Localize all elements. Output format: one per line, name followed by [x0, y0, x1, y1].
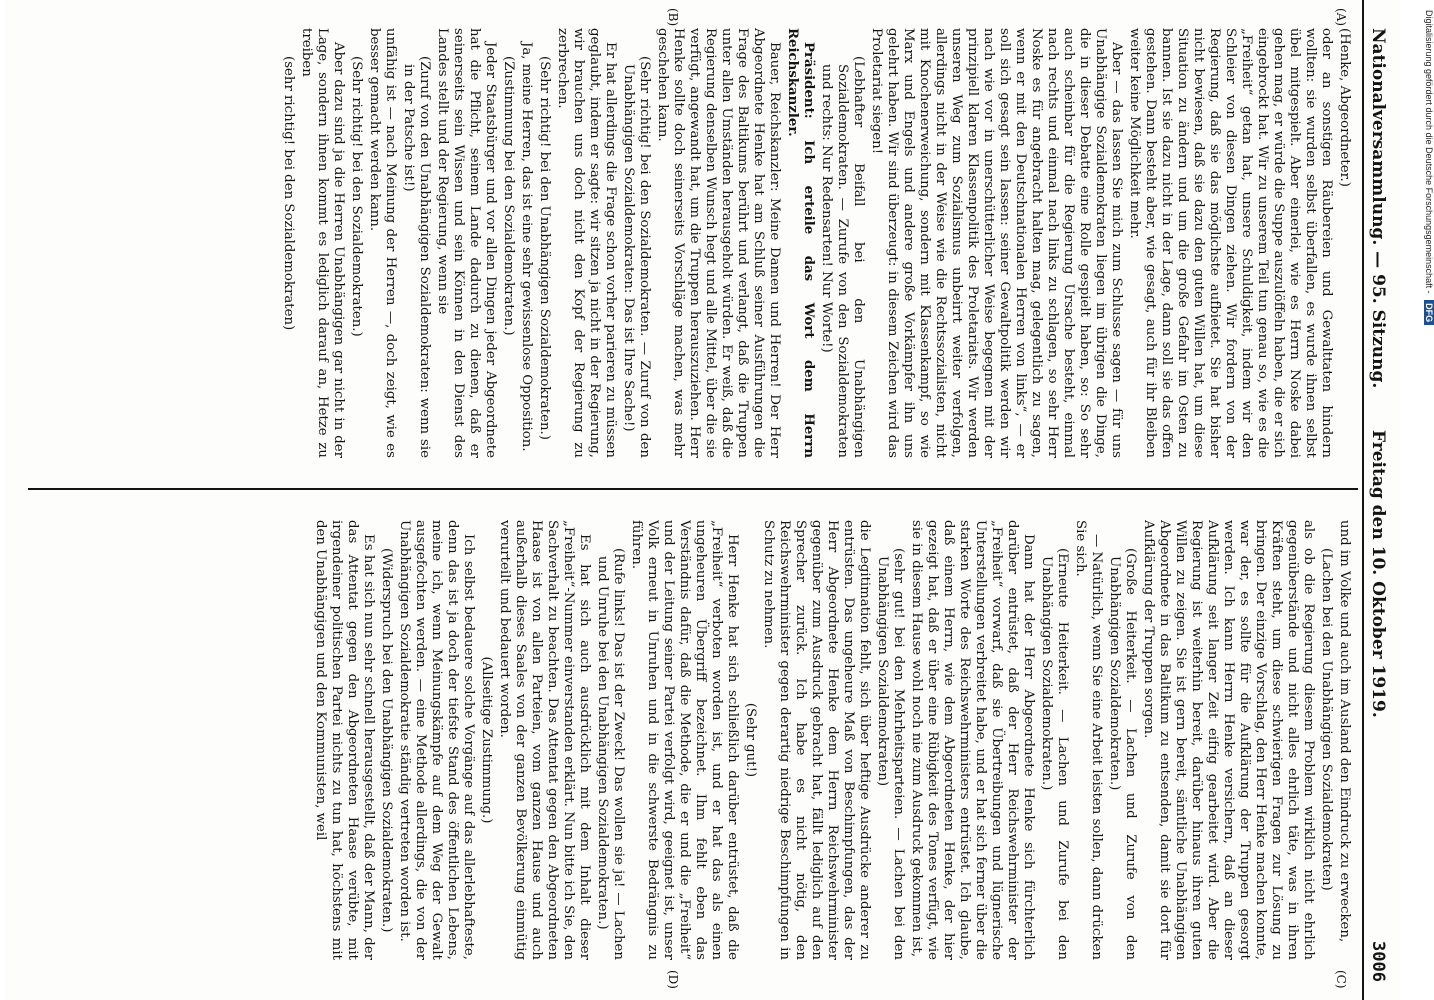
- margin-marker-c: (C): [1334, 970, 1348, 989]
- left-text-column: [32, 28, 1352, 458]
- rotated-newspaper-page: [5, 0, 1400, 1000]
- paragraph: und im Volke und auch im Ausland den Eindruck zu erwecken,: [1337, 520, 1352, 943]
- paragraph: oder an sonstigen Räubereien und Gewalttaten hindern wollten: sie wurden selbst überfallen, es wurde ihnen selbst übel mitgespielt. Aber einerlei, wie es Herrn Noske dabei gehen mag, er würde die Suppe auszulöffeln haben, die er sich eingebrockt hat. Wir zu unserem Teil tun genau so, wie es die „Freiheit“ getan hat, unsere Schuldigkeit, indem wir den Schleier von diesen Dingen ziehen. Wir fordern von der Regierung, daß sie das möglichste aufbietet. Sie hat bisher nicht bewiesen, daß sie dazu den guten Willen hat, um diese Situation zu ändern und um die große Gefahr im Osten zu bannen. Ist sie dazu nicht in der Lage, dann soll sie das offen gestehen. Dann besteht aber, wie gesagt, auch für ihr Bleiben weiter keine Möglichkeit mehr.: [1127, 28, 1334, 458]
- paragraph: Aber dazu sind ja die Herren Unabhängigen gar nicht in der Lage, sondern ihnen kommt es lediglich darauf an, Hetze zu treiben: [299, 28, 346, 458]
- paragraph: als ob die Regierung diesem Problem wirklich nicht ehrlich gegenüberstände und nicht alles ehrlich täte, was in ihren Kräften steht, um diese schwierigen Fragen zur Lösung zu bringen. Der einzige Vorschlag, den Herr Henke machen konnte, war der, es sollte für die Aufklärung der Truppen gesorgt werden. Ich kann Herrn Henke versichern, daß an dieser Aufklärung seit langer Zeit eifrig gearbeitet wird. Aber die Regierung ist weiterhin bereit, darüber hinaus ihren guten Willen zu zeigen. Sie ist gern bereit, sämtliche Unabhängigen Abgeordnete in das Baltikum zu entsenden, damit sie dort für Aufklärung der Truppen sorgen.: [1141, 520, 1316, 960]
- header-date: Freitag den 10. Oktober 1919.: [1368, 430, 1388, 718]
- interjection-note: (Zuruf von den Unabhängigen Sozialdemokraten: wenn sie in der Patsche ist!): [401, 56, 432, 458]
- paragraph: Es hat sich auch ausdrücklich mit dem Inhalt dieser „Freiheit“-Nummer einverstanden erklärt. Nun bitte ich Sie, den Sachverhalt zu beachten. Das Attentat gegen den Abgeordneten Haase ist von allen Parteien, vom ganzen Hause und auch außerhalb dieses Saales von der ganzen Bevölkerung einmütig verurteilt und bedauert worden.: [497, 520, 592, 960]
- paragraph: Bauer, Reichskanzler: Meine Damen und Herren! Der Herr Abgeordnete Henke hat am Schluß seiner Ausführungen die Frage des Baltikums berührt und verlangt, daß die Truppen unter allen Umständen herausgeholt würden. Er weiß, daß die Regierung denselben Wunsch hegt und alle Mittel, über die sie verfügt, angewandt hat, um die Truppen herauszuziehen. Herr Henke sollte doch seinerseits Vorschläge machen, was mehr geschehen kann.: [655, 28, 782, 458]
- paragraph: Herr Henke hat sich schließlich darüber entrüstet, daß die „Freiheit“ verboten worden ist, und er hat das als einen ungeheuren Übergriff bezeichnet. Ihm fehlt eben das Verständnis dafür, daß die Methode, die er und die „Freiheit“ und der Leitung seiner Partei verfolgt wird, geeignet ist, unser Volk erneut in Unruhen und in die schwerste Bedrängnis zu führen.: [629, 520, 740, 960]
- interjection-note: (Sehr richtig! bei den Sozialdemokraten.): [349, 56, 364, 337]
- interjection-note: (Sehr richtig! bei den Sozialdemokraten. — Zuruf von den Unabhängigen Sozialdemokraten: Das ist Ihre Sache!): [621, 56, 652, 458]
- paragraph: unfähig ist — nach Meinung der Herren —, doch zeigt, wie es besser gemacht werden kann.: [367, 28, 398, 458]
- paragraph: Aber — das lassen Sie mich zum Schlusse sagen — für uns Unabhängige Sozialdemokraten liegen im übrigen die Dinge, die in dieser Debatte eine Rolle gespielt haben, so: So sehr auch scheinbar für die Regierung Ursache besteht, einmal nach rechts und einmal nach links zu schlagen, so sehr Herr Noske es für angebracht halten mag, gelegentlich zu sagen, wenn er mit den Deutschnationalen Herren von links“, — er soll sich gesagt sein lassen: seiner Gewaltpolitik werden wir nach wie vor in unerschütterlicher Weise begegnen mit der prinzipiell klaren Klassenpolitik des Proletariats. Wir werden unseren Weg zum Sozialismus unbeirrt weiter verfolgen, allerdings nicht in der Weise wie die Rechtssozialisten, nicht mit Knochenerweichung, sondern mit Klassenkampf, so wie Marx und Engels und andere große Vorkämpfer ihn uns gelehrt haben. Wir sind überzeugt: in diesem Zeichen wird das Proletariat siegen!: [869, 28, 1124, 458]
- paragraph: Es hat sich nun sehr schnell herausgestellt, daß der Mann, der das Attentat gegen den Abgeordneten Haase verübte, mit irgendeiner politischen Partei nichts zu tun hat, höchstens mit den Unabhängigen und den Kommunisten, weil: [313, 520, 376, 960]
- footer-credit: [1424, 10, 1434, 325]
- interjection-note: (Sehr gut!): [743, 702, 758, 778]
- interjection-note: (Rufe links! Das ist der Zweck! Das wollen sie ja! — Lachen und Unruhe bei den Unabhängigen Sozialdemokraten.): [595, 548, 626, 960]
- paragraph: die Legitimation fehlt, sich über heftige Ausdrücke anderer zu entrüsten. Das ungeheure Maß von Beschimpfungen, das der Herr Abgeordnete Henke dem Herrn Reichswehrminister gegenüber zum Ausdruck gebracht hat, fällt lediglich auf den Sprecher zurück. Ich habe es nicht nötig, den Reichswehrminister gegen derartig niedrige Beschimpfungen in Schutz zu nehmen.: [761, 520, 872, 960]
- interjection-note: (sehr gut! bei den Mehrheitsparteien. — Lachen bei den Unabhängigen Sozialdemokraten): [875, 548, 906, 960]
- interjection-note: (Lachen bei den Unabhängigen Sozialdemokraten): [1319, 548, 1334, 891]
- paragraph: (Henke, Abgeordneter.): [1337, 28, 1352, 187]
- right-text-column: [32, 520, 1352, 960]
- interjection-note: (Widerspruch bei den Unabhängigen Sozialdemokraten.): [379, 548, 394, 933]
- interjection-note: (Lebhafter Beifall bei den Unabhängigen Sozialdemokraten. — Zurufe von den Sozialdemokraten und rechts: Nur Redensarten! Nur Worte!): [819, 56, 866, 458]
- interjection-note: (sehr richtig! bei den Sozialdemokraten): [281, 56, 296, 331]
- paragraph: Dann hat der Herr Abgeordnete Henke sich fürchterlich darüber entrüstet, daß der Herr Reichswehrminister der „Freiheit“ vorwarf, daß sie Übertreibungen und lügnerische Unterstellungen verbreitet habe, und er hat sich ferner über die starken Worte des Reichswehrministers entrüstet. Ich glaube, daß einem Herrn, wie dem Abgeordneten Henke, der hier gezeigt hat, daß er über eine Rübigkeit des Tones verfügt, wie sie in diesem Hause wohl noch nie zum Ausdruck gekommen ist,: [909, 520, 1036, 960]
- interjection-note: (Zustimmung bei den Sozialdemokraten.): [501, 56, 516, 336]
- interjection-note: (Allseitige Zustimmung.): [479, 656, 494, 824]
- page-number: 3006: [1368, 941, 1388, 982]
- paragraph: Präsident: Ich erteile das Wort dem Herrn Reichskanzler.: [785, 28, 816, 458]
- digitization-footer: [1416, 0, 1434, 1000]
- footer-credit-text: Digitalisierung gefördert durch die Deutsche Forschungsgemeinschaft -: [1424, 10, 1434, 294]
- paragraph: Jeder Staatsbürger und vor allen Dingen jeder Abgeordnete hat die Pflicht, seinem Lande dadurch zu dienen, daß er seinerseits sein Wissen und sein Können in den Dienst des Landes stellt und der Regierung, wenn sie: [435, 28, 498, 458]
- margin-marker-b: (B): [666, 8, 680, 27]
- header-left-title: Nationalversammlung. — 95. Sitzung.: [1368, 28, 1388, 389]
- margin-marker-d: (D): [666, 970, 680, 989]
- paragraph: — Natürlich, wenn Sie eine Arbeit leisten sollen, dann drücken Sie sich.: [1073, 520, 1104, 960]
- paragraph: Er hat allerdings die Frage schon vorher parieren zu müssen geglaubt, indem er sagte: wir sitzen ja nicht in der Regierung, wir brauchen uns doch nicht den Kopf der Regierung zu zerbrechen.: [555, 28, 618, 458]
- interjection-note: (Große Heiterkeit. — Lachen und Zurufe von den Unabhängigen Sozialdemokraten.): [1107, 548, 1138, 960]
- interjection-note: (Sehr richtig! bei den Unabhängigen Sozialdemokraten.): [537, 56, 552, 440]
- interjection-note: (Erneute Heiterkeit. — Lachen und Zurufe bei den Unabhängigen Sozialdemokraten.): [1039, 548, 1070, 960]
- paragraph: Ich selbst bedauere solche Vorgänge auf das allerlebhafteste, denn das ist ja doch der tiefste Stand des öffentlichen Lebens, meine ich, wenn Meinungskämpfe auf dem Weg der Gewalt ausgefochten werden. — eine Methode allerdings, die von der Unabhängigen Sozialdemokratie ständig vertreten worden ist.: [397, 520, 476, 960]
- column-divider: [28, 488, 1358, 490]
- paragraph: Ja, meine Herren, das ist eine sehr gewissenlose Opposition.: [519, 42, 534, 452]
- margin-marker-a: (A): [1334, 8, 1348, 27]
- page-header: [1362, 0, 1392, 1000]
- dfg-logo: DFG: [1424, 300, 1434, 325]
